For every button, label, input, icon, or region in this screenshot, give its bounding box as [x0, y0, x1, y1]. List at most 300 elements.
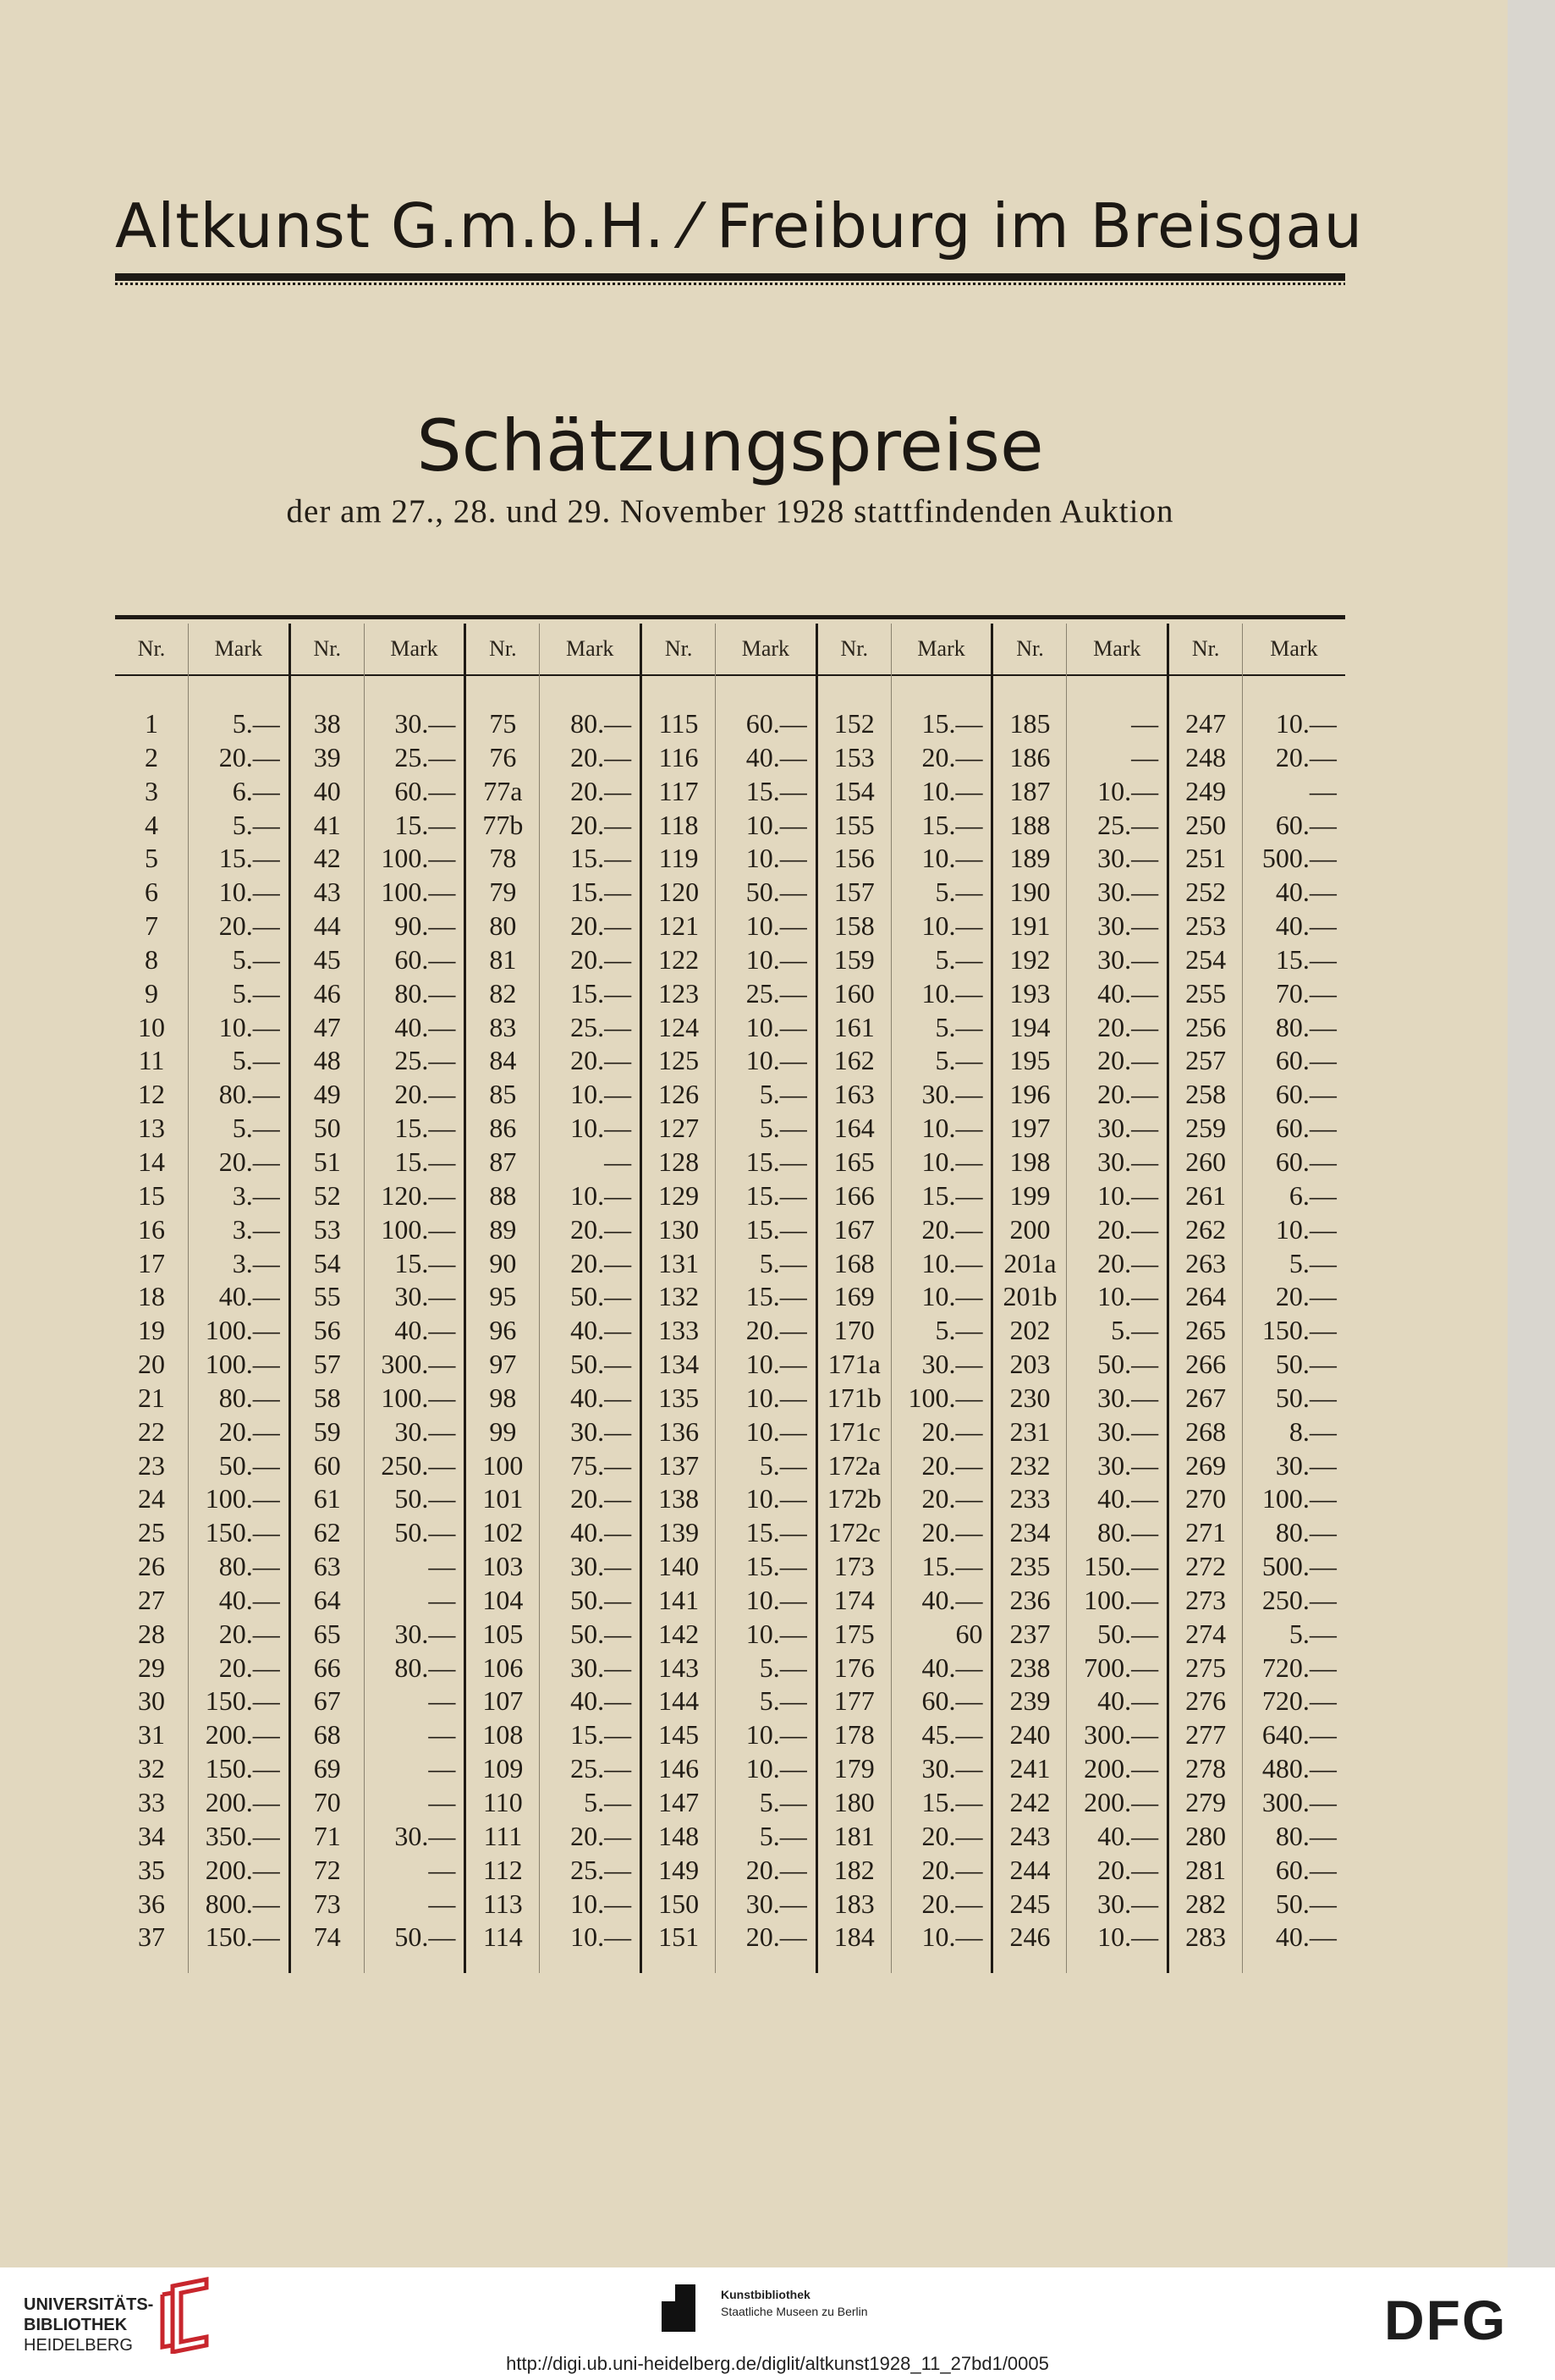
estimate-price: 200.—: [205, 1787, 280, 1817]
lot-number-column: [818, 624, 892, 1973]
lot-number: 63: [313, 1551, 341, 1582]
estimate-price: 5.—: [232, 1113, 280, 1144]
lot-number: 163: [833, 1079, 875, 1110]
estimate-price: 60.—: [1275, 1079, 1337, 1110]
estimate-price: 30.—: [1097, 1382, 1159, 1413]
lot-number: 115: [658, 708, 699, 739]
estimate-price: 50.—: [394, 1921, 456, 1953]
estimate-price: 20.—: [745, 1315, 807, 1346]
lot-number: 96: [489, 1315, 517, 1346]
estimate-price: 20.—: [570, 809, 632, 840]
lot-number: 254: [1185, 943, 1227, 975]
lot-number: 236: [1009, 1584, 1051, 1615]
lot-number: 152: [833, 708, 875, 739]
estimate-price: 30.—: [1097, 1415, 1159, 1447]
estimate-price: 40.—: [394, 1315, 456, 1346]
lot-number: 9: [145, 977, 158, 1009]
estimate-price: 50.—: [570, 1584, 632, 1615]
estimate-price: 30.—: [570, 1415, 632, 1447]
lot-number: 162: [833, 1045, 875, 1076]
lot-number: 191: [1009, 910, 1051, 942]
estimate-price: 10.—: [1275, 1213, 1337, 1245]
lot-number: 87: [489, 1146, 517, 1177]
estimate-price: 25.—: [570, 1854, 632, 1885]
lot-number: 30: [138, 1685, 165, 1717]
lot-number-column: [291, 624, 365, 1973]
estimate-price: 40.—: [570, 1685, 632, 1717]
lot-number: 4: [145, 809, 158, 840]
page-subtitle: der am 27., 28. und 29. November 1928 stattfindenden Auktion: [286, 493, 1174, 530]
estimate-price: 20.—: [570, 1247, 632, 1278]
estimate-price: 15.—: [394, 1146, 456, 1177]
estimate-price: 30.—: [1275, 1449, 1337, 1481]
estimate-price: 40.—: [745, 741, 807, 772]
lot-number: 46: [313, 977, 341, 1009]
estimate-price: 120.—: [381, 1179, 456, 1211]
lot-number: 8: [145, 943, 158, 975]
lot-number: 59: [313, 1415, 341, 1447]
estimate-price: 30.—: [1097, 943, 1159, 975]
estimate-price: 30.—: [1097, 843, 1159, 874]
estimate-price: 15.—: [745, 775, 807, 806]
estimate-price: 30.—: [394, 1281, 456, 1312]
lot-number: 255: [1185, 977, 1227, 1009]
lot-number: 98: [489, 1382, 517, 1413]
estimate-price: —: [1131, 708, 1159, 739]
lot-number: 17: [138, 1247, 165, 1278]
estimate-price: 10.—: [921, 977, 983, 1009]
estimate-price: 10.—: [745, 1349, 807, 1380]
estimate-price: 5.—: [935, 877, 983, 908]
estimate-price: —: [428, 1719, 456, 1751]
lot-number: 201a: [1003, 1247, 1057, 1278]
estimate-price: 20.—: [218, 910, 280, 942]
lot-number: 38: [313, 708, 341, 739]
estimate-price: 150.—: [205, 1753, 280, 1784]
lot-number: 259: [1185, 1113, 1227, 1144]
library-name[interactable]: [24, 2295, 153, 2355]
lot-number: 69: [313, 1753, 341, 1784]
estimate-price: 60.—: [745, 708, 807, 739]
lot-number: 40: [313, 775, 341, 806]
lot-number: 188: [1009, 809, 1051, 840]
price-table: [115, 624, 1345, 1973]
lot-number: 268: [1185, 1415, 1227, 1447]
estimate-price: 30.—: [1097, 877, 1159, 908]
lot-number: 109: [482, 1753, 524, 1784]
estimate-price: 15.—: [394, 1247, 456, 1278]
estimate-price: 15.—: [745, 1281, 807, 1312]
lot-number: 247: [1185, 708, 1227, 739]
estimate-price: 20.—: [570, 775, 632, 806]
lot-number: 79: [489, 877, 517, 908]
estimate-price: 150.—: [205, 1517, 280, 1548]
lot-number: 121: [658, 910, 700, 942]
lot-number: 72: [313, 1854, 341, 1885]
lot-number: 88: [489, 1179, 517, 1211]
lot-number: 89: [489, 1213, 517, 1245]
lot-number: 258: [1185, 1079, 1227, 1110]
lot-number-column: [642, 624, 716, 1973]
lot-number: 248: [1185, 741, 1227, 772]
table-column-group: [818, 624, 994, 1973]
library-name-line2: BIBLIOTHEK: [24, 2316, 128, 2334]
estimate-price: 10.—: [921, 1146, 983, 1177]
lot-number: 73: [313, 1888, 341, 1919]
lot-number: 135: [658, 1382, 700, 1413]
estimate-price: 15.—: [394, 1113, 456, 1144]
estimate-price: 30.—: [745, 1888, 807, 1919]
lot-number: 123: [658, 977, 700, 1009]
lot-number: 66: [313, 1652, 341, 1683]
lot-number: 145: [658, 1719, 700, 1751]
lot-number: 146: [658, 1753, 700, 1784]
lot-number: 201b: [1003, 1281, 1058, 1312]
lot-number: 85: [489, 1079, 517, 1110]
estimate-price: 3.—: [232, 1179, 280, 1211]
table-column-group: [1169, 624, 1345, 1973]
lot-number: 165: [833, 1146, 875, 1177]
lot-number: 106: [482, 1652, 524, 1683]
lot-number: 84: [489, 1045, 517, 1076]
estimate-price: —: [428, 1787, 456, 1817]
estimate-price: 30.—: [921, 1079, 983, 1110]
estimate-price: 30.—: [1097, 1888, 1159, 1919]
estimate-price: 20.—: [570, 943, 632, 975]
estimate-price: 50.—: [570, 1618, 632, 1649]
estimate-price: 60.—: [1275, 809, 1337, 840]
estimate-price: 50.—: [1097, 1618, 1159, 1649]
estimate-price: 200.—: [205, 1719, 280, 1751]
estimate-price: 20.—: [1275, 1281, 1337, 1312]
estimate-price: 5.—: [1289, 1618, 1337, 1649]
estimate-price: 10.—: [745, 943, 807, 975]
lot-number: 283: [1185, 1921, 1227, 1953]
column-header-mark: Mark: [540, 624, 640, 676]
lot-number: 132: [658, 1281, 700, 1312]
estimate-price: 75.—: [570, 1449, 632, 1481]
column-header-mark: Mark: [1243, 624, 1345, 676]
lot-number: 51: [313, 1146, 341, 1177]
lot-number: 120: [658, 877, 700, 908]
price-column: [892, 624, 992, 1973]
estimate-price: 40.—: [921, 1584, 983, 1615]
column-header-mark: Mark: [716, 624, 816, 676]
estimate-price: 30.—: [570, 1652, 632, 1683]
lot-number: 49: [313, 1079, 341, 1110]
lot-number: 202: [1009, 1315, 1051, 1346]
estimate-price: 50.—: [394, 1483, 456, 1514]
column-header-nr: Nr.: [818, 624, 891, 676]
lot-number: 185: [1009, 708, 1051, 739]
lot-number: 127: [658, 1113, 700, 1144]
estimate-price: 20.—: [921, 741, 983, 772]
lot-number: 1: [145, 708, 158, 739]
estimate-price: 40.—: [570, 1517, 632, 1548]
lot-number: 166: [833, 1179, 875, 1211]
page-title: Schätzungspreise: [416, 404, 1044, 487]
lot-number: 157: [833, 877, 875, 908]
estimate-price: 10.—: [921, 910, 983, 942]
estimate-price: 60.—: [1275, 1045, 1337, 1076]
lot-number: 100: [482, 1449, 524, 1481]
estimate-price: 20.—: [1097, 1213, 1159, 1245]
lot-number: 253: [1185, 910, 1227, 942]
table-column-group: [291, 624, 467, 1973]
lot-number: 264: [1185, 1281, 1227, 1312]
lot-number: 239: [1009, 1685, 1051, 1717]
lot-number: 173: [833, 1551, 875, 1582]
estimate-price: 100.—: [1084, 1584, 1159, 1615]
estimate-price: 10.—: [921, 1921, 983, 1953]
lot-number: 189: [1009, 843, 1051, 874]
column-header-nr: Nr.: [993, 624, 1066, 676]
lot-number: 172a: [827, 1449, 881, 1481]
estimate-price: 60.—: [394, 775, 456, 806]
lot-number: 175: [833, 1618, 875, 1649]
estimate-price: —: [1309, 775, 1337, 806]
lot-number: 74: [313, 1921, 341, 1953]
lot-number: 186: [1009, 741, 1051, 772]
estimate-price: 200.—: [1084, 1787, 1159, 1817]
estimate-price: 20.—: [218, 1146, 280, 1177]
estimate-price: 150.—: [1261, 1315, 1337, 1346]
lot-number: 270: [1185, 1483, 1227, 1514]
estimate-price: 80.—: [218, 1551, 280, 1582]
lot-number: 112: [482, 1854, 523, 1885]
estimate-price: 10.—: [745, 1415, 807, 1447]
lot-number: 256: [1185, 1011, 1227, 1042]
lot-number: 23: [138, 1449, 165, 1481]
estimate-price: 350.—: [205, 1820, 280, 1851]
lot-number: 39: [313, 741, 341, 772]
estimate-price: 60.—: [1275, 1113, 1337, 1144]
lot-number: 130: [658, 1213, 700, 1245]
lot-number: 45: [313, 943, 341, 975]
scan-margin: [1508, 0, 1555, 2267]
lot-number: 249: [1185, 775, 1227, 806]
lot-number: 90: [489, 1247, 517, 1278]
estimate-price: 6.—: [232, 775, 280, 806]
column-header-nr: Nr.: [115, 624, 188, 676]
lot-number: 199: [1009, 1179, 1051, 1211]
estimate-price: 10.—: [745, 1584, 807, 1615]
lot-number: 6: [145, 877, 158, 908]
estimate-price: 100.—: [381, 843, 456, 874]
estimate-price: 5.—: [759, 1247, 807, 1278]
estimate-price: —: [428, 1753, 456, 1784]
lot-number: 124: [658, 1011, 700, 1042]
lot-number: 237: [1009, 1618, 1051, 1649]
estimate-price: 40.—: [1097, 977, 1159, 1009]
lot-number: 269: [1185, 1449, 1227, 1481]
lot-number: 252: [1185, 877, 1227, 908]
lot-number: 231: [1009, 1415, 1051, 1447]
estimate-price: 50.—: [1275, 1888, 1337, 1919]
estimate-price: 5.—: [759, 1787, 807, 1817]
lot-number: 257: [1185, 1045, 1227, 1076]
lot-number-column: [1169, 624, 1243, 1973]
estimate-price: —: [428, 1888, 456, 1919]
estimate-price: 150.—: [205, 1685, 280, 1717]
estimate-price: 20.—: [745, 1854, 807, 1885]
estimate-price: 15.—: [745, 1179, 807, 1211]
lot-number: 164: [833, 1113, 875, 1144]
column-header-nr: Nr.: [1169, 624, 1242, 676]
estimate-price: 10.—: [1097, 1921, 1159, 1953]
estimate-price: 80.—: [1097, 1517, 1159, 1548]
lot-number: 154: [833, 775, 875, 806]
lot-number: 243: [1009, 1820, 1051, 1851]
estimate-price: 20.—: [570, 1483, 632, 1514]
lot-number: 143: [658, 1652, 700, 1683]
lot-number: 282: [1185, 1888, 1227, 1919]
estimate-price: 15.—: [570, 843, 632, 874]
university-library-logo-icon: [157, 2276, 217, 2354]
lot-number: 34: [138, 1820, 165, 1851]
lot-number: 276: [1185, 1685, 1227, 1717]
estimate-price: 5.—: [584, 1787, 632, 1817]
estimate-price: —: [428, 1685, 456, 1717]
estimate-price: 480.—: [1261, 1753, 1337, 1784]
lot-number: 50: [313, 1113, 341, 1144]
lot-number: 95: [489, 1281, 517, 1312]
estimate-price: 40.—: [1275, 910, 1337, 942]
lot-number: 42: [313, 843, 341, 874]
estimate-price: 640.—: [1261, 1719, 1337, 1751]
lot-number: 159: [833, 943, 875, 975]
lot-number: 190: [1009, 877, 1051, 908]
lot-number: 7: [145, 910, 158, 942]
table-top-rule: [115, 615, 1345, 619]
lot-number: 33: [138, 1787, 165, 1817]
estimate-price: 20.—: [1097, 1011, 1159, 1042]
lot-number: 174: [833, 1584, 875, 1615]
estimate-price: 30.—: [394, 1618, 456, 1649]
estimate-price: 5.—: [759, 1820, 807, 1851]
lot-number: 77a: [483, 775, 523, 806]
lot-number: 68: [313, 1719, 341, 1751]
lot-number: 110: [482, 1787, 523, 1817]
lot-number: 280: [1185, 1820, 1227, 1851]
lot-number: 103: [482, 1551, 524, 1582]
estimate-price: 80.—: [570, 708, 632, 739]
lot-number: 233: [1009, 1483, 1051, 1514]
lot-number: 102: [482, 1517, 524, 1548]
estimate-price: 30.—: [1097, 910, 1159, 942]
lot-number: 261: [1185, 1179, 1227, 1211]
lot-number: 195: [1009, 1045, 1051, 1076]
estimate-price: 200.—: [205, 1854, 280, 1885]
estimate-price: 50.—: [1275, 1382, 1337, 1413]
lot-number: 265: [1185, 1315, 1227, 1346]
estimate-price: 300.—: [1261, 1787, 1337, 1817]
lot-number: 117: [658, 775, 699, 806]
estimate-price: 50.—: [1097, 1349, 1159, 1380]
lot-number: 279: [1185, 1787, 1227, 1817]
estimate-price: 20.—: [921, 1213, 983, 1245]
estimate-price: 30.—: [1097, 1449, 1159, 1481]
lot-number: 260: [1185, 1146, 1227, 1177]
lot-number: 118: [658, 809, 699, 840]
table-column-group: [642, 624, 818, 1973]
lot-number: 24: [138, 1483, 165, 1514]
lot-number: 119: [658, 843, 699, 874]
lot-number: 52: [313, 1179, 341, 1211]
estimate-price: 300.—: [381, 1349, 456, 1380]
estimate-price: 80.—: [218, 1382, 280, 1413]
lot-number: 245: [1009, 1888, 1051, 1919]
lot-number: 80: [489, 910, 517, 942]
lot-number: 277: [1185, 1719, 1227, 1751]
lot-number: 194: [1009, 1011, 1051, 1042]
estimate-price: 30.—: [1097, 1146, 1159, 1177]
estimate-price: 10.—: [570, 1113, 632, 1144]
estimate-price: 10.—: [745, 1719, 807, 1751]
estimate-price: 60: [955, 1618, 983, 1649]
estimate-price: 40.—: [218, 1584, 280, 1615]
lot-number: 20: [138, 1349, 165, 1380]
estimate-price: 40.—: [1097, 1820, 1159, 1851]
lot-number: 150: [658, 1888, 700, 1919]
lot-number: 151: [658, 1921, 700, 1953]
lot-number: 54: [313, 1247, 341, 1278]
lot-number: 47: [313, 1011, 341, 1042]
estimate-price: 40.—: [1275, 877, 1337, 908]
estimate-price: 15.—: [745, 1517, 807, 1548]
estimate-price: 100.—: [381, 1213, 456, 1245]
estimate-price: 90.—: [394, 910, 456, 942]
estimate-price: 10.—: [570, 1179, 632, 1211]
lot-number: 193: [1009, 977, 1051, 1009]
estimate-price: 80.—: [1275, 1820, 1337, 1851]
estimate-price: 15.—: [921, 809, 983, 840]
lot-number: 181: [833, 1820, 875, 1851]
estimate-price: 50.—: [218, 1449, 280, 1481]
lot-number: 36: [138, 1888, 165, 1919]
library-name-line3: HEIDELBERG: [24, 2336, 133, 2355]
lot-number: 82: [489, 977, 517, 1009]
estimate-price: 10.—: [570, 1921, 632, 1953]
estimate-price: 60.—: [921, 1685, 983, 1717]
lot-number: 41: [313, 809, 341, 840]
lot-number: 196: [1009, 1079, 1051, 1110]
lot-number-column: [466, 624, 540, 1973]
estimate-price: 40.—: [218, 1281, 280, 1312]
permalink-url[interactable]: http://digi.ub.uni-heidelberg.de/diglit/altkunst1928_11_27bd1/0005: [506, 2353, 1049, 2374]
lot-number: 179: [833, 1753, 875, 1784]
kunstbibliothek-line2: Staatliche Museen zu Berlin: [721, 2305, 868, 2318]
estimate-price: 10.—: [745, 910, 807, 942]
estimate-price: 25.—: [570, 1011, 632, 1042]
lot-number: 28: [138, 1618, 165, 1649]
estimate-price: 10.—: [570, 1888, 632, 1919]
estimate-price: 10.—: [745, 1011, 807, 1042]
estimate-price: 100.—: [205, 1483, 280, 1514]
lot-number: 136: [658, 1415, 700, 1447]
estimate-price: 10.—: [921, 1281, 983, 1312]
estimate-price: 250.—: [1261, 1584, 1337, 1615]
lot-number: 64: [313, 1584, 341, 1615]
lot-number: 140: [658, 1551, 700, 1582]
lot-number: 242: [1009, 1787, 1051, 1817]
lot-number: 172c: [827, 1517, 881, 1548]
estimate-price: 15.—: [745, 1551, 807, 1582]
column-header-nr: Nr.: [466, 624, 539, 676]
lot-number: 203: [1009, 1349, 1051, 1380]
lot-number: 250: [1185, 809, 1227, 840]
estimate-price: 60.—: [1275, 1146, 1337, 1177]
